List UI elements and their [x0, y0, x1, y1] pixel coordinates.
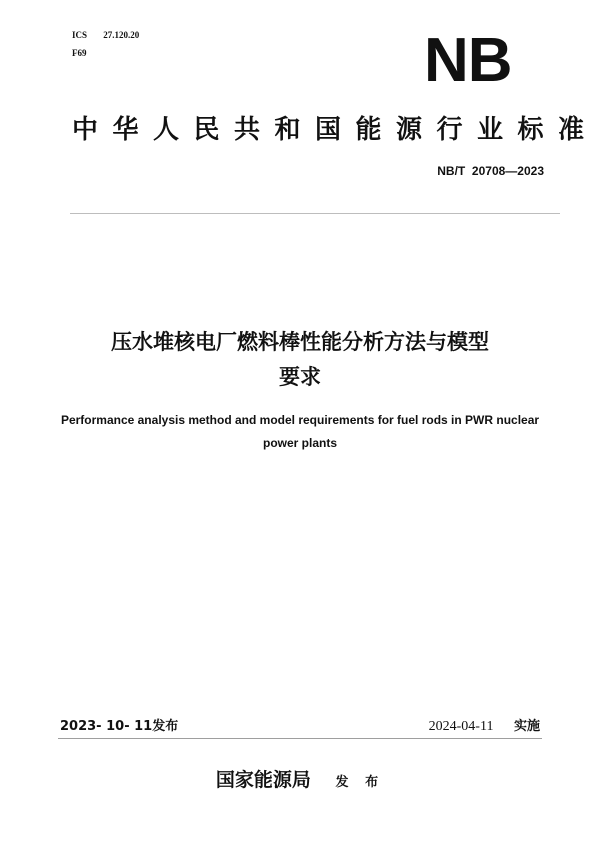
- standard-number: NB/T 20708—2023: [437, 164, 544, 178]
- ics-classification: [72, 30, 139, 41]
- implementation-date-block: [429, 715, 540, 735]
- publish-label: 发 布: [335, 775, 385, 790]
- standard-category: 中华人民共和国能源行业标准: [72, 115, 599, 145]
- issue-date: 2023- 10- 11发布: [60, 719, 179, 734]
- publisher-block: [0, 765, 600, 792]
- implementation-date: 2024-04-11: [428, 719, 494, 734]
- ics-label: ICS: [72, 30, 88, 40]
- publisher-name: 国家能源局: [215, 769, 311, 791]
- title-chinese-line1: 压水堆核电厂燃料棒性能分析方法与模型: [111, 330, 489, 354]
- title-chinese-line2: 要求: [279, 365, 321, 389]
- title-english-line2: power plants: [262, 436, 337, 450]
- ics-code: 27.120.20: [103, 30, 140, 40]
- implementation-label: 实施: [513, 719, 540, 734]
- ccs-code: F69: [72, 48, 87, 58]
- header-divider: [70, 213, 560, 214]
- title-english-line1: Performance analysis method and model requirements for fuel rods in PWR nuclear: [60, 413, 540, 427]
- nb-logo: NB: [424, 26, 512, 95]
- footer-divider: [58, 738, 542, 739]
